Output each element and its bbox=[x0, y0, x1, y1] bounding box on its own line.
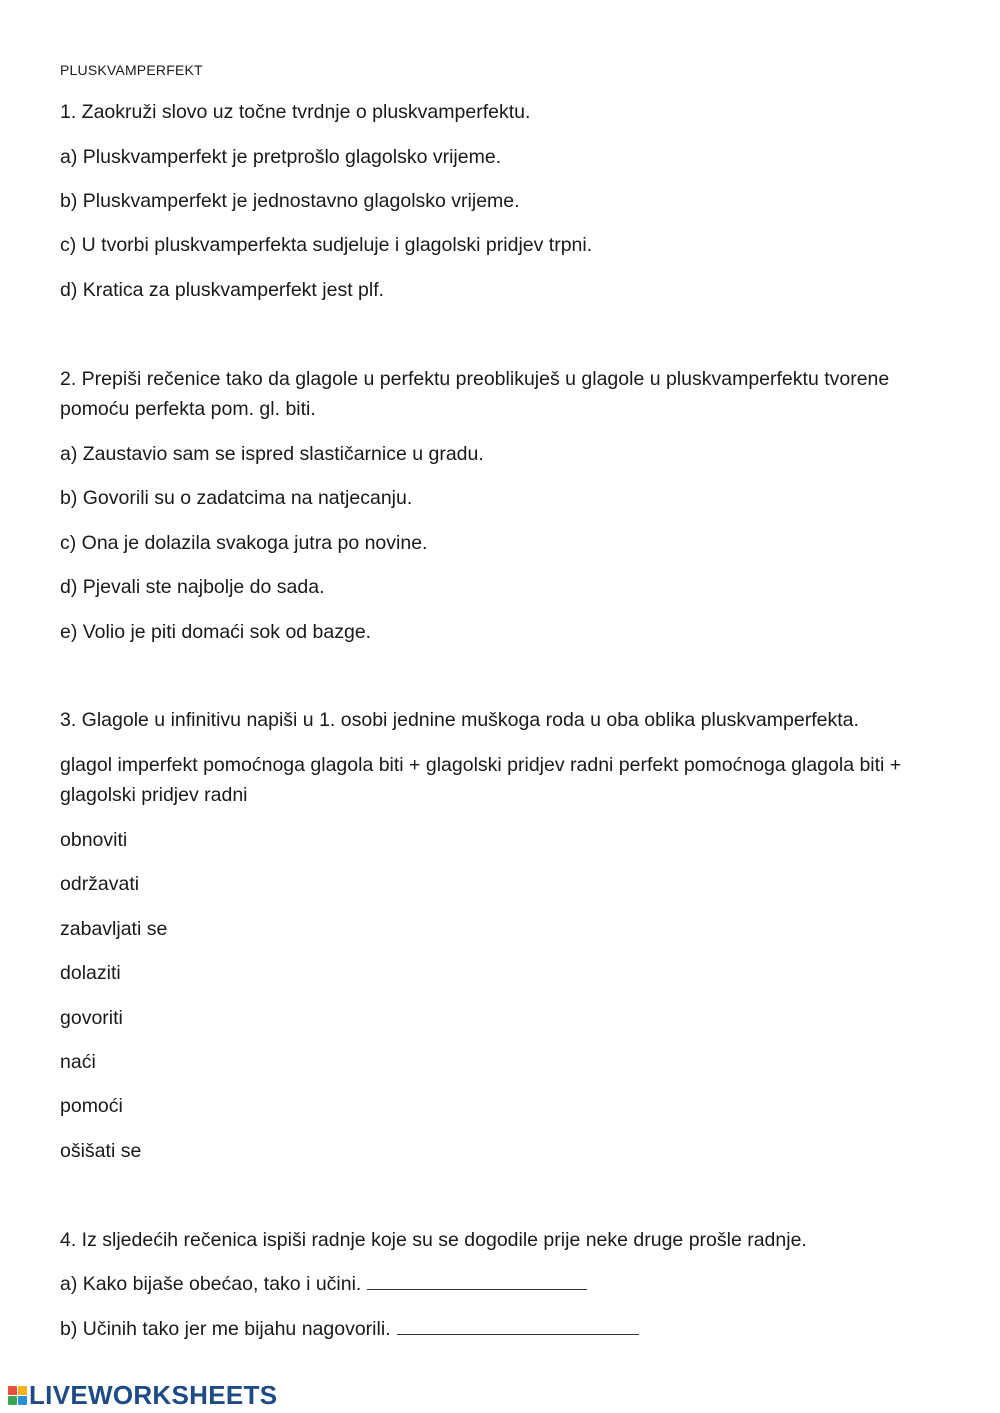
q3-verb-row: govoriti bbox=[60, 1007, 123, 1029]
logo-block-yellow bbox=[18, 1386, 27, 1395]
q1-prompt: 1. Zaokruži slovo uz točne tvrdnje o pluskvamperfektu. bbox=[60, 101, 531, 123]
q2-sentence-a: a) Zaustavio sam se ispred slastičarnice u gradu. bbox=[60, 443, 484, 465]
q1-option-d[interactable]: d) Kratica za pluskvamperfekt jest plf. bbox=[60, 279, 385, 301]
q4-item-a bbox=[60, 1269, 587, 1299]
q2-sentence-b: b) Govorili su o zadatcima na natjecanju. bbox=[60, 487, 413, 509]
liveworksheets-logo[interactable] bbox=[8, 1380, 277, 1410]
q3-table-header: glagol imperfekt pomoćnoga glagola biti + glagolski pridjev radni perfekt pomoćnoga glagola biti + glagolski pridjev radni bbox=[60, 754, 902, 806]
q3-verb-row: dolaziti bbox=[60, 962, 121, 984]
q1-option-b[interactable]: b) Pluskvamperfekt je jednostavno glagolsko vrijeme. bbox=[60, 190, 520, 212]
q4-answer-b-field[interactable] bbox=[397, 1314, 639, 1335]
q3-prompt: 3. Glagole u infinitivu napiši u 1. osobi jednine muškoga roda u oba oblika pluskvamperfekta. bbox=[60, 709, 859, 731]
q4-item-b bbox=[60, 1314, 639, 1344]
q4-item-a-text: a) Kako bijaše obećao, tako i učini. bbox=[60, 1273, 362, 1295]
q3-verb-row: održavati bbox=[60, 873, 140, 895]
q3-verb-row: pomoći bbox=[60, 1095, 123, 1117]
q2-sentence-e: e) Volio je piti domaći sok od bazge. bbox=[60, 621, 372, 643]
q3-verb-row: naći bbox=[60, 1051, 96, 1073]
q1-option-a[interactable]: a) Pluskvamperfekt je pretprošlo glagolsko vrijeme. bbox=[60, 146, 502, 168]
logo-text: LIVEWORKSHEETS bbox=[29, 1379, 278, 1410]
q2-prompt: 2. Prepiši rečenice tako da glagole u perfektu preoblikuješ u glagole u pluskvamperfektu tvorene pomoću perfekta pom. gl. biti. bbox=[60, 368, 890, 420]
q3-verb-row: zabavljati se bbox=[60, 918, 168, 940]
logo-block-green bbox=[8, 1396, 17, 1405]
q4-item-b-text: b) Učinih tako jer me bijahu nagovorili. bbox=[60, 1318, 391, 1340]
q4-prompt: 4. Iz sljedećih rečenica ispiši radnje koje su se dogodile prije neke druge prošle radnje. bbox=[60, 1229, 807, 1251]
q2-sentence-c: c) Ona je dolazila svakoga jutra po novine. bbox=[60, 532, 428, 554]
q2-sentence-d: d) Pjevali ste najbolje do sada. bbox=[60, 576, 325, 598]
worksheet-title: PLUSKVAMPERFEKT bbox=[60, 62, 203, 78]
logo-block-red bbox=[8, 1386, 17, 1395]
q3-verb-row: obnoviti bbox=[60, 829, 128, 851]
q4-answer-a-field[interactable] bbox=[367, 1269, 587, 1290]
q3-verb-row: ošišati se bbox=[60, 1140, 142, 1162]
logo-block-blue bbox=[18, 1396, 27, 1405]
logo-blocks-icon bbox=[8, 1386, 27, 1405]
q1-option-c[interactable]: c) U tvorbi pluskvamperfekta sudjeluje i glagolski pridjev trpni. bbox=[60, 234, 593, 256]
